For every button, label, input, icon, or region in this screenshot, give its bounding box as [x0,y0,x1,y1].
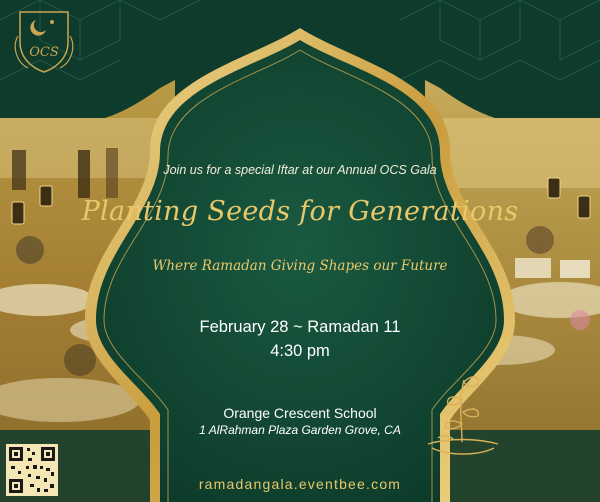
venue-name: Orange Crescent School [223,405,377,421]
venue-address: 1 AlRahman Plaza Garden Grove, CA [199,423,401,437]
event-time: 4:30 pm [270,342,330,360]
svg-text:OCS: OCS [29,45,59,60]
event-subtitle: Where Ramadan Giving Shapes our Future [152,258,448,274]
crescent-star-crest-icon [12,6,76,74]
event-title: Planting Seeds for Generations [81,196,519,227]
invite-line: Join us for a special Iftar at our Annual OCS Gala [163,163,437,177]
registration-link[interactable]: ramadangala.eventbee.com [198,476,402,492]
event-date: February 28 ~ Ramadan 11 [199,318,401,336]
